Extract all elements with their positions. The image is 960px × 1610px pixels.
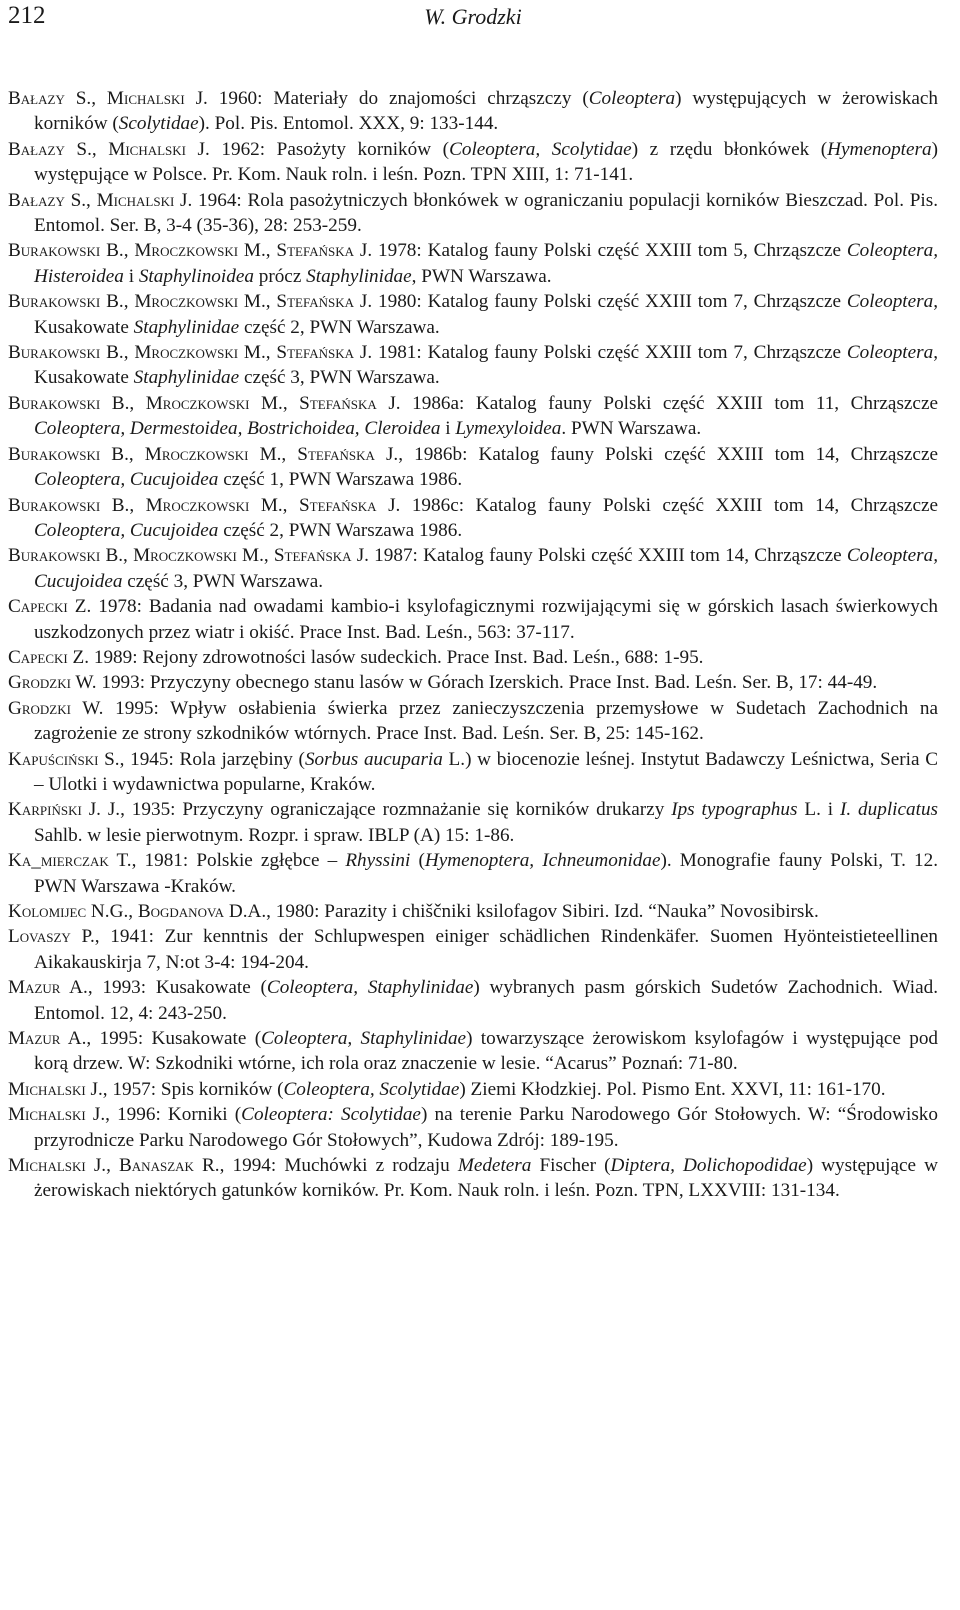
reference-authors: Burakowski B., Mroczkowski M., Stefańska J. <box>8 494 401 516</box>
reference-text: . PWN Warszawa. <box>561 418 702 440</box>
reference-text: część 2, PWN Warszawa. <box>239 316 440 338</box>
reference-text: część 3, PWN Warszawa. <box>122 570 324 592</box>
reference-text: ) występujących w żerowiskach korników ( <box>34 88 938 135</box>
italic-text: Coleoptera, Staphylinidae <box>266 977 474 999</box>
reference-text: , 1986b: Katalog fauny Polski część XXIII tom 14, Chrząszcze <box>398 443 938 465</box>
reference-entry <box>8 645 938 670</box>
reference-list <box>8 86 938 1204</box>
italic-text: Lymexyloidea <box>455 418 562 440</box>
reference-authors: Bałazy S., Michalski J. <box>8 189 193 211</box>
reference-text: ) Ziemi Kłodzkiej. Pol. Pismo Ent. XXVI, 11: 161-170. <box>459 1078 886 1100</box>
reference-entry <box>8 1102 938 1153</box>
italic-text: Coleoptera, Scolytidae <box>283 1078 460 1100</box>
page-header <box>8 0 938 40</box>
reference-entry <box>8 543 938 594</box>
reference-text: , 1993: Kusakowate ( <box>87 977 267 999</box>
reference-text: ). Pol. Pis. Entomol. XXX, 9: 133-144. <box>198 113 499 135</box>
italic-text: Ips typographus <box>671 799 798 821</box>
italic-text: Staphylinidae <box>133 367 240 389</box>
reference-authors: Burakowski B., Mroczkowski M., Stefańska J. <box>8 291 373 313</box>
italic-text: Staphylinoidea <box>138 265 254 287</box>
reference-entry <box>8 670 938 695</box>
reference-authors: Kolomijec N.G., Bogdanova D.A. <box>8 901 267 922</box>
reference-text: i <box>123 265 139 287</box>
italic-text: Rhyssini <box>345 850 411 872</box>
reference-authors: Mazur A. <box>8 1028 87 1050</box>
italic-text: Medetera <box>457 1155 532 1177</box>
reference-text: część 1, PWN Warszawa 1986. <box>218 469 463 491</box>
italic-text: Coleoptera, Dermestoidea, Bostrichoidea, Cleroidea <box>34 418 441 440</box>
reference-entry <box>8 1077 938 1102</box>
italic-text: Coleoptera, Cucujoidea <box>34 519 219 541</box>
reference-text: 1989: Rejony zdrowotności lasów sudeckich. Prace Inst. Bad. Leśn., 688: 1-95. <box>89 646 704 668</box>
reference-entry <box>8 899 938 924</box>
reference-authors: Lovaszy P. <box>8 926 95 948</box>
reference-entry <box>8 696 938 747</box>
italic-text: Coleoptera, Cucujoidea <box>34 469 219 491</box>
reference-text: 1978: Katalog fauny Polski część XXIII tom 5, Chrząszcze <box>372 240 847 262</box>
reference-authors: Michalski J., Banaszak R. <box>8 1155 220 1177</box>
italic-text: Coleoptera, Staphylinidae <box>261 1028 467 1050</box>
reference-text: 1962: Pasożyty korników ( <box>209 138 450 160</box>
reference-entry <box>8 848 938 899</box>
reference-authors: Burakowski B., Mroczkowski M., Stefańska J. <box>8 545 369 567</box>
italic-text: Sorbus aucuparia <box>304 748 443 770</box>
page-number: 212 <box>8 2 46 29</box>
italic-text: Scolytidae <box>118 113 199 135</box>
reference-entry <box>8 188 938 239</box>
reference-text: 1978: Badania nad owadami kambio-i ksylofagicznymi rozwijającymi się w górskich lasach świerkowych uszkodzonych przez wiatr i okiść. Prace Inst. Bad. Leśn., 563: 37-117. <box>34 596 939 643</box>
italic-text: Hymenoptera, Ichneumonidae <box>424 850 661 872</box>
reference-entry <box>8 747 938 798</box>
italic-text: Coleoptera, Cucujoidea <box>34 545 938 592</box>
italic-text: Coleoptera <box>846 291 934 313</box>
italic-text: Hymenoptera <box>827 138 932 160</box>
reference-authors: Capecki Z. <box>8 646 90 668</box>
italic-text: I. duplicatus <box>839 799 939 821</box>
italic-text: Coleoptera, Histeroidea <box>34 240 938 287</box>
reference-text: ) występujące w żerowiskach niektórych gatunków korników. Pr. Kom. Nauk roln. i leśn. Pozn. TPN, LXXVIII: 131-134. <box>34 1155 938 1202</box>
reference-entry <box>8 1153 938 1204</box>
reference-entry <box>8 137 938 188</box>
reference-entry <box>8 493 938 544</box>
reference-entry <box>8 975 938 1026</box>
reference-text: , 1980: Parazity i chiščniki ksilofagov Sibiri. Izd. “Nauka” Novosibirsk. <box>266 901 819 922</box>
reference-entry <box>8 594 938 645</box>
reference-entry <box>8 797 938 848</box>
reference-text: L.) w biocenozie leśnej. Instytut Badawczy Leśnictwa, Seria C – Ulotki i wydawnictwa popularne, Kraków. <box>34 748 939 795</box>
reference-text: 1960: Materiały do znajomości chrząszczy ( <box>207 88 589 109</box>
reference-authors: Ka_mierczak T. <box>8 850 132 872</box>
reference-text: 1981: Katalog fauny Polski część XXIII tom 7, Chrząszcze <box>372 342 847 364</box>
italic-text: Coleoptera, Scolytidae <box>449 138 632 160</box>
reference-entry <box>8 1026 938 1077</box>
reference-text: ) towarzyszące żerowiskom ksylofagów i występujące pod korą drzew. W: Szkodniki wtórne, ich rola oraz znaczenie w lesie. “Acarus” Poznań: 71-80. <box>34 1028 939 1075</box>
reference-entry <box>8 238 938 289</box>
reference-text: , 1941: Zur kenntnis der Schlupwespen einiger schädlichen Rindenkäfer. Suomen Hyönteistieteellinen Aikakauskirja 7, N:ot 3-4: 194-204. <box>34 926 938 973</box>
reference-authors: Mazur A. <box>8 977 88 999</box>
italic-text: Coleoptera <box>588 88 676 109</box>
reference-text: , 1981: Polskie zgłębce – <box>131 850 346 872</box>
reference-text: , PWN Warszawa. <box>411 265 552 287</box>
reference-authors: Bałazy S., Michalski J. <box>8 88 208 109</box>
reference-authors: Burakowski B., Mroczkowski M., Stefańska J. <box>8 240 373 262</box>
reference-text: ) występujące w Polsce. Pr. Kom. Nauk roln. i leśn. Pozn. TPN XIII, 1: 71-141. <box>34 138 938 186</box>
reference-text: , 1935: Przyczyny ograniczające rozmnażanie się korników drukarzy <box>120 799 672 821</box>
reference-authors: Capecki Z. <box>8 596 92 618</box>
reference-text: 1986c: Katalog fauny Polski część XXIII tom 14, Chrząszcze <box>400 494 938 516</box>
italic-text: Coleoptera: Scolytidae <box>241 1104 421 1126</box>
reference-authors: Grodzki W. <box>8 672 97 694</box>
reference-text: Sahlb. w lesie pierwotnym. Rozpr. i spraw. IBLP (A) 15: 1-86. <box>34 824 515 846</box>
italic-text: Coleoptera <box>846 342 934 364</box>
reference-text: , 1995: Kusakowate ( <box>86 1028 262 1050</box>
reference-text: i <box>440 418 456 440</box>
running-title: W. Grodzki <box>424 4 522 29</box>
reference-entry <box>8 289 938 340</box>
reference-authors: Burakowski B., Mroczkowski M., Stefańska J. <box>8 342 373 364</box>
reference-entry <box>8 391 938 442</box>
reference-text: ). Monografie fauny Polski, T. 12. PWN Warszawa -Kraków. <box>34 850 938 897</box>
reference-entry <box>8 924 938 975</box>
reference-text: 1980: Katalog fauny Polski część XXIII tom 7, Chrząszcze <box>372 291 847 313</box>
reference-authors: Karpiński J. J. <box>8 799 121 821</box>
reference-text: 1995: Wpływ osłabienia świerka przez zanieczyszczenia przemysłowe w Sudetach Zachodnich na zagrożenie ze strony szkodników wtórnych. Prace Inst. Bad. Leśn. Ser. B, 25: 145-162. <box>34 697 939 745</box>
reference-text: prócz <box>253 265 307 287</box>
reference-text: ( <box>410 850 425 872</box>
reference-authors: Burakowski B., Mroczkowski M., Stefańska J. <box>8 443 399 465</box>
reference-text: ) na terenie Parku Narodowego Gór Stołowych. W: “Środowisko przyrodnicze Parku Narodowego Gór Stołowych”, Kudowa Zdrój: 189-195. <box>34 1104 938 1151</box>
italic-text: Staphylinidae <box>306 265 412 287</box>
reference-text: , 1957: Spis korników ( <box>102 1078 284 1100</box>
reference-authors: Burakowski B., Mroczkowski M., Stefańska J. <box>8 392 401 414</box>
italic-text: Diptera, Dolichopodidae <box>610 1155 807 1177</box>
reference-text: część 3, PWN Warszawa. <box>239 367 440 389</box>
reference-text: , 1994: Muchówki z rodzaju <box>219 1155 458 1177</box>
reference-text: 1964: Rola pasożytniczych błonkówek w ograniczaniu populacji korników Bieszczad. Pol. Pis. Entomol. Ser. B, 3-4 (35-36), 28: 253-259. <box>34 189 938 237</box>
reference-authors: Bałazy S., Michalski J. <box>8 138 210 160</box>
reference-text: 1993: Przyczyny obecnego stanu lasów w Górach Izerskich. Prace Inst. Bad. Leśn. Ser. B, 17: 44-49. <box>96 672 878 694</box>
reference-text: ) z rzędu błonkówek ( <box>631 138 828 160</box>
reference-text: , Kusakowate <box>34 291 938 338</box>
reference-entry <box>8 340 938 391</box>
reference-text: 1986a: Katalog fauny Polski część XXIII tom 11, Chrząszcze <box>400 392 938 414</box>
reference-text: 1987: Katalog fauny Polski część XXIII tom 14, Chrząszcze <box>368 545 847 567</box>
reference-entry <box>8 86 938 137</box>
reference-text: Fischer ( <box>531 1155 611 1177</box>
reference-text: L. i <box>797 799 840 821</box>
reference-authors: Michalski J. <box>8 1078 103 1100</box>
reference-entry <box>8 442 938 493</box>
reference-text: , 1945: Rola jarzębiny ( <box>119 748 305 770</box>
italic-text: Staphylinidae <box>133 316 240 338</box>
reference-authors: Grodzki W. <box>8 697 104 719</box>
reference-authors: Kapuściński S. <box>8 748 120 770</box>
reference-text: , Kusakowate <box>34 342 938 389</box>
reference-text: ) wybranych pasm górskich Sudetów Zachodnich. Wiad. Entomol. 12, 4: 243-250. <box>34 977 938 1024</box>
reference-authors: Michalski J. <box>8 1104 106 1126</box>
reference-text: część 2, PWN Warszawa 1986. <box>218 519 463 541</box>
reference-text: , 1996: Korniki ( <box>105 1104 242 1126</box>
